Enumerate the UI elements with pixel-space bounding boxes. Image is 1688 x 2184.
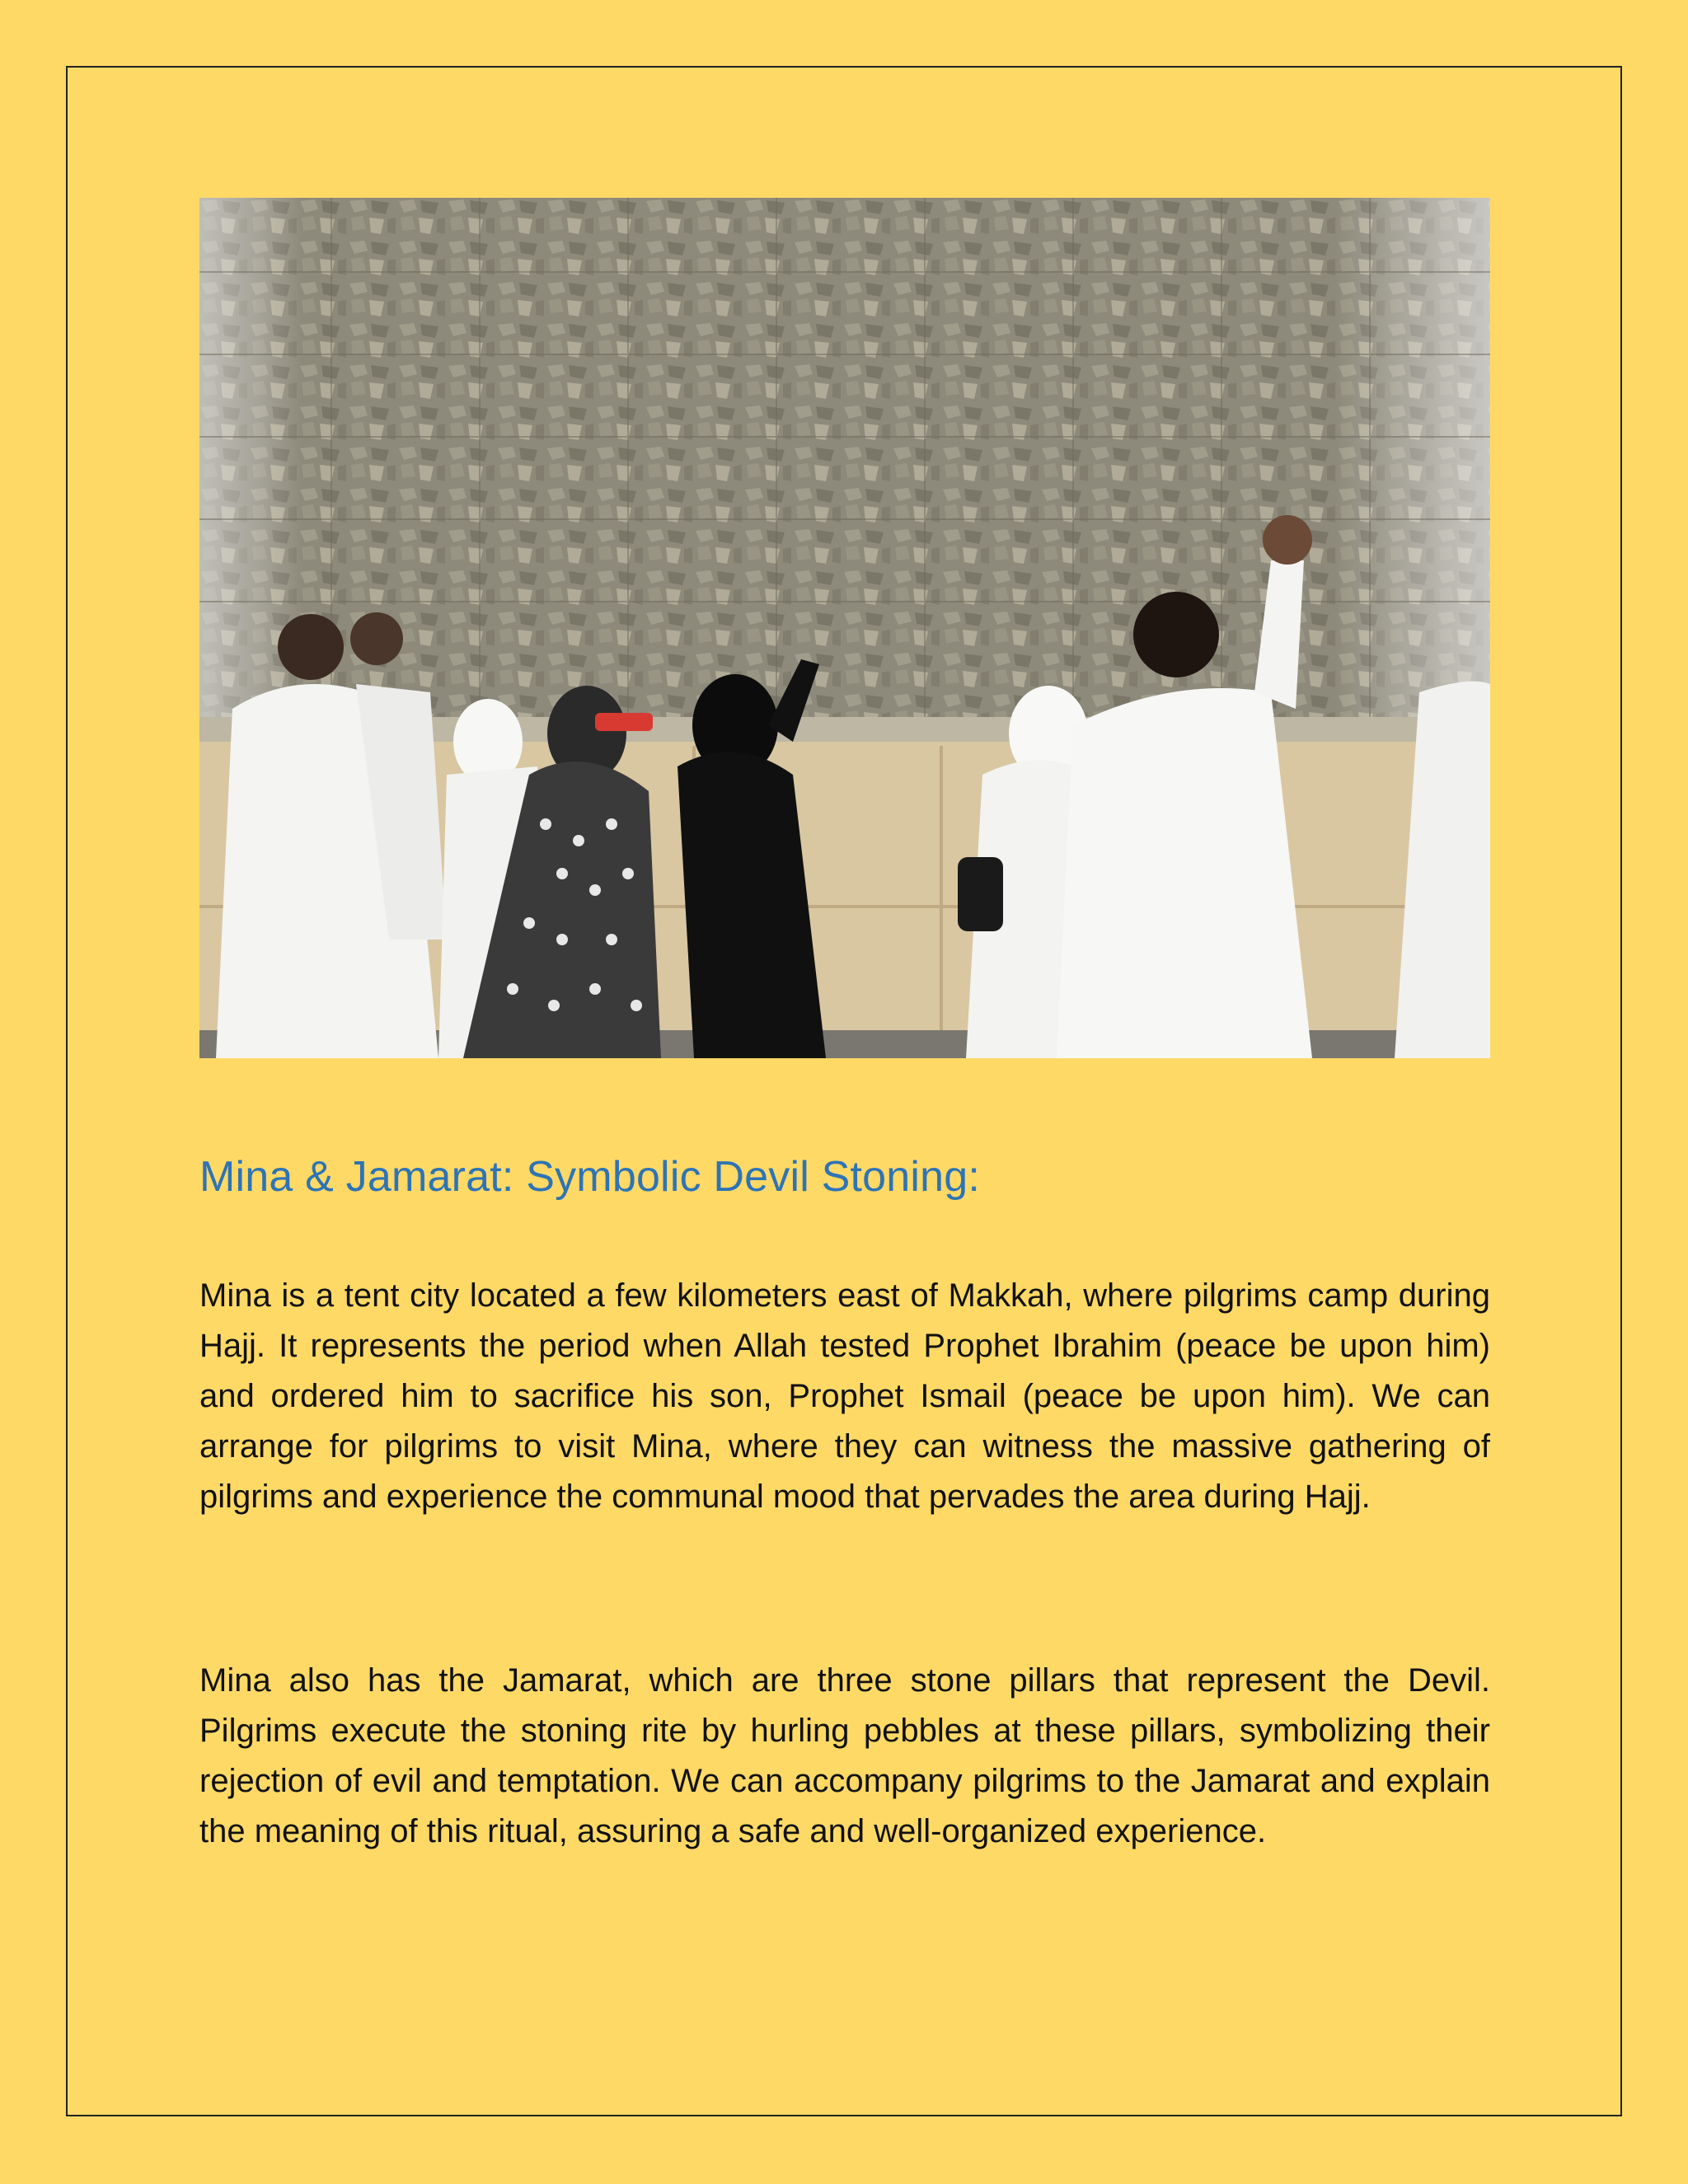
pilgrims-photo <box>199 198 1490 1058</box>
paragraph-mina: Mina is a tent city located a few kilometers east of Makkah, where pilgrims camp during Hajj. It represents the period when Allah tested Prophet Ibrahim (peace be upon him) and ordered him to sacrifice his son, Prophet Ismail (peace be upon him). We can arrange for pilgrims to visit Mina, where they can witness the massive gathering of pilgrims and experience the communal mood that pervades the area during Hajj. <box>199 1277 1490 1515</box>
pilgrims-at-jamarat-illustration <box>199 198 1490 1058</box>
paragraph-jamarat: Mina also has the Jamarat, which are three stone pillars that represent the Devil. Pilgrims execute the stoning rite by hurling pebbles at these pillars, symbolizing their rejection of evil and temptation. We can accompany pilgrims to the Jamarat and explain the meaning of this ritual, assuring a safe and well-organized experience. <box>199 1662 1490 1849</box>
section-title: Mina & Jamarat: Symbolic Devil Stoning: <box>199 1153 981 1201</box>
